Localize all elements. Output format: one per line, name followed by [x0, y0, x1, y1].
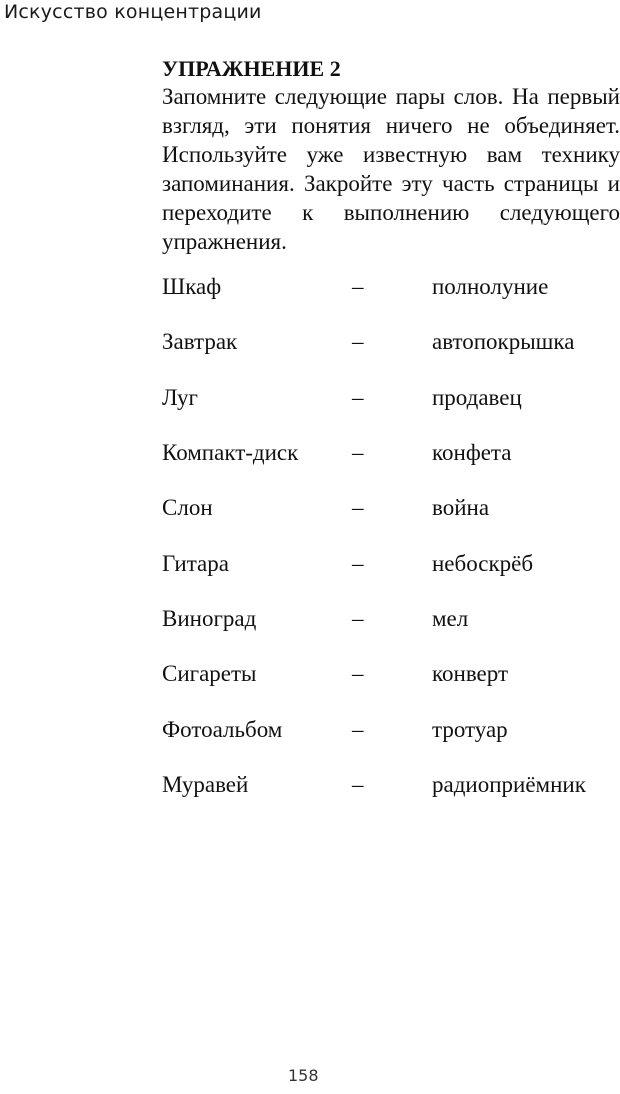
word-pair-right: конфета [432, 440, 512, 465]
word-pair-dash: – [352, 551, 364, 576]
word-pair-row [162, 493, 612, 523]
word-pair-dash: – [352, 385, 364, 410]
word-pair-left: Муравей [162, 772, 249, 797]
word-pair-left: Завтрак [162, 329, 238, 354]
running-header: Искусство концентрации [4, 1, 262, 23]
word-pair-dash: – [352, 329, 364, 354]
word-pair-row [162, 770, 612, 800]
word-pair-left: Луг [162, 385, 198, 410]
word-pair-row [162, 383, 612, 413]
word-pair-row [162, 438, 612, 468]
word-pair-right: автопокрышка [432, 329, 575, 354]
word-pair-right: продавец [432, 385, 522, 410]
word-pair-left: Фотоальбом [162, 717, 283, 742]
word-pair-right: небоскрёб [432, 551, 534, 576]
word-pair-dash: – [352, 495, 364, 520]
exercise-title: УПРАЖНЕНИЕ 2 [162, 56, 341, 81]
word-pair-row [162, 715, 612, 745]
word-pair-dash: – [352, 772, 364, 797]
word-pair-right: мел [432, 606, 469, 631]
word-pair-left: Слон [162, 495, 213, 520]
word-pair-left: Сигареты [162, 661, 257, 686]
word-pair-left: Виноград [162, 606, 257, 631]
word-pair-row [162, 604, 612, 634]
exercise-instructions: Запомните следующие пары слов. На первый взгляд, эти понятия ничего не объединяет. Используйте уже известную вам технику запоминания. Закройте эту часть страницы и переходите к выполнению следующего упражнения. [162, 84, 620, 254]
word-pair-left: Гитара [162, 551, 229, 576]
word-pair-right: тротуар [432, 717, 508, 742]
word-pair-row [162, 272, 612, 302]
word-pair-dash: – [352, 440, 364, 465]
word-pair-dash: – [352, 274, 364, 299]
word-pair-right: полнолуние [432, 274, 549, 299]
word-pair-left: Компакт-диск [162, 440, 299, 465]
word-pair-dash: – [352, 606, 364, 631]
word-pair-row [162, 327, 612, 357]
word-pair-right: война [432, 495, 490, 520]
word-pair-row [162, 659, 612, 689]
word-pair-row [162, 549, 612, 579]
word-pair-left: Шкаф [162, 274, 222, 299]
page-number: 158 [288, 1066, 319, 1085]
word-pair-right: конверт [432, 661, 508, 686]
word-pair-right: радиоприёмник [432, 772, 586, 797]
word-pair-dash: – [352, 717, 364, 742]
word-pair-dash: – [352, 661, 364, 686]
